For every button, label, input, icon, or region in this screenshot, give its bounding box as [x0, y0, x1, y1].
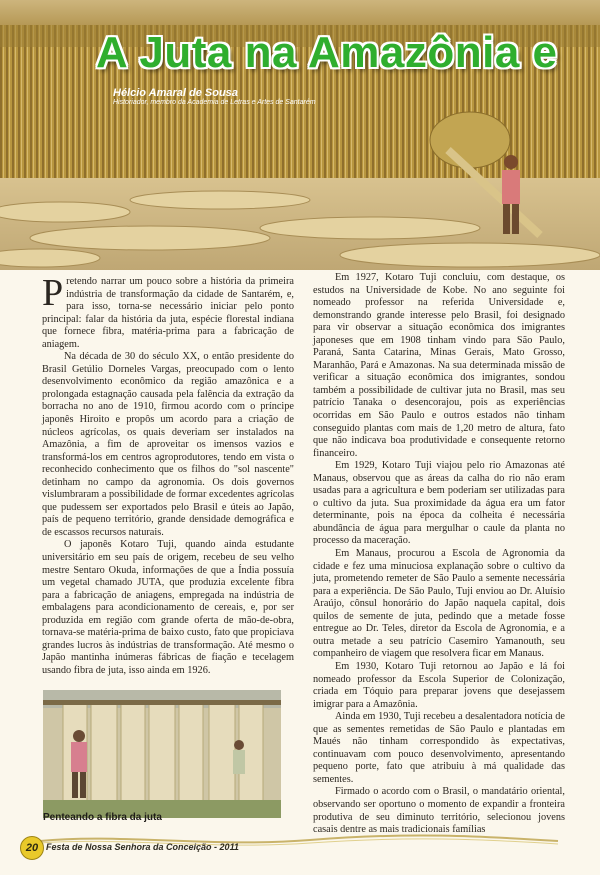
hero-photo — [0, 0, 600, 270]
article-paragraph: Em 1927, Kotaro Tuji concluiu, com destaque, os estudos na Universidade de Kobe. No ano seguinte foi nomeado professor na referida Universidade e, demonstrando grande interesse pelo Brasil, foi designado para vir observar a situação econômica dos imigrantes japoneses que em 1908 tinham vindo para São Paulo, Paraná, Santa Catarina, Minas Gerais, Mato Grosso, Maranhão, Pará e Amazonas. Na sua determinada missão de verificar a situação econômica dos imigrantes, sondou também a possibilidade de cultivar juta no Brasil, mas seu patrício Tanaka o desencorajou, pois as experiências ocorridas em São Paulo e outros estados não tinham conseguido plantas com mais de 1,20 metro de altura, fato que não indicava boa produtividade e consequente retorno financeiro. — [313, 272, 565, 459]
article-paragraph: Em 1929, Kotaro Tuji viajou pelo rio Amazonas até Manaus, observou que as áreas da calha do rio não eram usadas para a agricultura e bem poderiam ser utilizadas para o cultivo da juta. Sua proximidade da água era um fator determinante, pois na época da colheita é necessária abundância de água para mergulhar o caule da planta no processo da maceração. — [313, 460, 565, 547]
article-paragraph: Ainda em 1930, Tuji recebeu a desalentadora notícia de que as sementes remetidas de São Paulo e plantadas em Maués não tinham correspondido às expectativas, continuavam com pouco desenvolvimento, apresentando pequeno porte, fato que atribuiu à má qualidade das sementes. — [313, 711, 565, 785]
article-paragraph: Pretendo narrar um pouco sobre a história da primeira indústria de transformação da cidade de Santarém, e, para isso, torna-se necessário iniciar pelo ponto principal: falar da história da juta, espécie florestal indiana que fornece fibra, matéria-prima para a fabricação de aniagem. — [42, 272, 294, 350]
article-paragraph: Na década de 30 do século XX, o então presidente do Brasil Getúlio Dorneles Vargas, preocupado com o lento desenvolvimento econômico da região amazônica e a prolongada estagnação causada pela falência da extração da borracha no ano de 1910, firmou acordo com o príncipe japonês Hiroito e propôs um acordo para a criação de núcleos agrícolas, os quais deveriam ser instalados na Amazônia, a fim de aproveitar os imensos vazios e transformá-los em centros agroprodutores, tendo em vista o reconhecido conhecimento que os filhos do "sol nascente" detinham no campo da agronomia. Os dois governos vislumbraram a possibilidade de formar excedentes agrícolas que pudessem ser exportados pelo Brasil e úteis ao Japão, país de pequeno território, grande densidade demográfica e de escassos recursos naturais. — [42, 351, 294, 538]
article-paragraph: Firmado o acordo com o Brasil, o mandatário oriental, observando ser oportuno o momento de expandir a fronteira produtiva de seu diminuto território, selecionou jovens casais dentre as mais tradicionais famílias — [313, 786, 565, 836]
author-name: Hélcio Amaral de Sousa — [113, 87, 238, 99]
photo-caption: Penteando a fibra da juta — [43, 812, 162, 823]
jute-combing-photo — [43, 690, 281, 818]
page-number: 20 — [20, 836, 44, 860]
article-column-left — [42, 272, 294, 678]
drop-cap: P — [42, 272, 64, 314]
publication-name: Festa de Nossa Senhora da Conceição - 2011 — [46, 842, 239, 852]
article-paragraph: Em Manaus, procurou a Escola de Agronomia da cidade e fez uma minuciosa explanação sobre o cultivo da juta, prometendo remeter de São Paulo a semente necessária para a experiência. De São Paulo, Tuji enviou ao Dr. Aluísio Araújo, cônsul honorário do Japão naquela capital, dois quilos de semente de juta, pedindo que a metade fosse entregue ao Dr. Teles, diretor da Escola de Agronomia, e a outra metade a seu patrício Casemiro Yamanouth, seu companheiro de viagem que resolvera ficar em Manaus. — [313, 548, 565, 660]
article-paragraph: O japonês Kotaro Tuji, quando ainda estudante universitário em seu país de origem, recebeu de seu velho mestre Sentaro Okuda, informações de que a Índia possuía um vegetal chamado JUTA, que produzia excelente fibra para a fabricação de aniagens, empregada na indústria de embalagens para acondicionamento de cereais, e, por ser produzida em região com grande oferta de mão-de-obra, tornava-se matéria-prima de baixo custo, fato que propiciava grandes lucros às indústrias de transformação. Até mesmo o Japão mantinha inúmeras fábricas de fiação e tecelagem usando fibra de juta, isso ainda em 1926. — [42, 539, 294, 676]
article-column-right — [313, 272, 565, 837]
article-paragraph: Em 1930, Kotaro Tuji retornou ao Japão e lá foi nomeado professor da Escola Superior de Colonização, criada em Tóquio para preparar jovens que desejassem imigrar para a Amazônia. — [313, 660, 565, 710]
article-title: A Juta na Amazônia e — [96, 28, 558, 77]
author-bio: Historiador, membro da Academia de Letras e Artes de Santarém — [113, 99, 316, 106]
